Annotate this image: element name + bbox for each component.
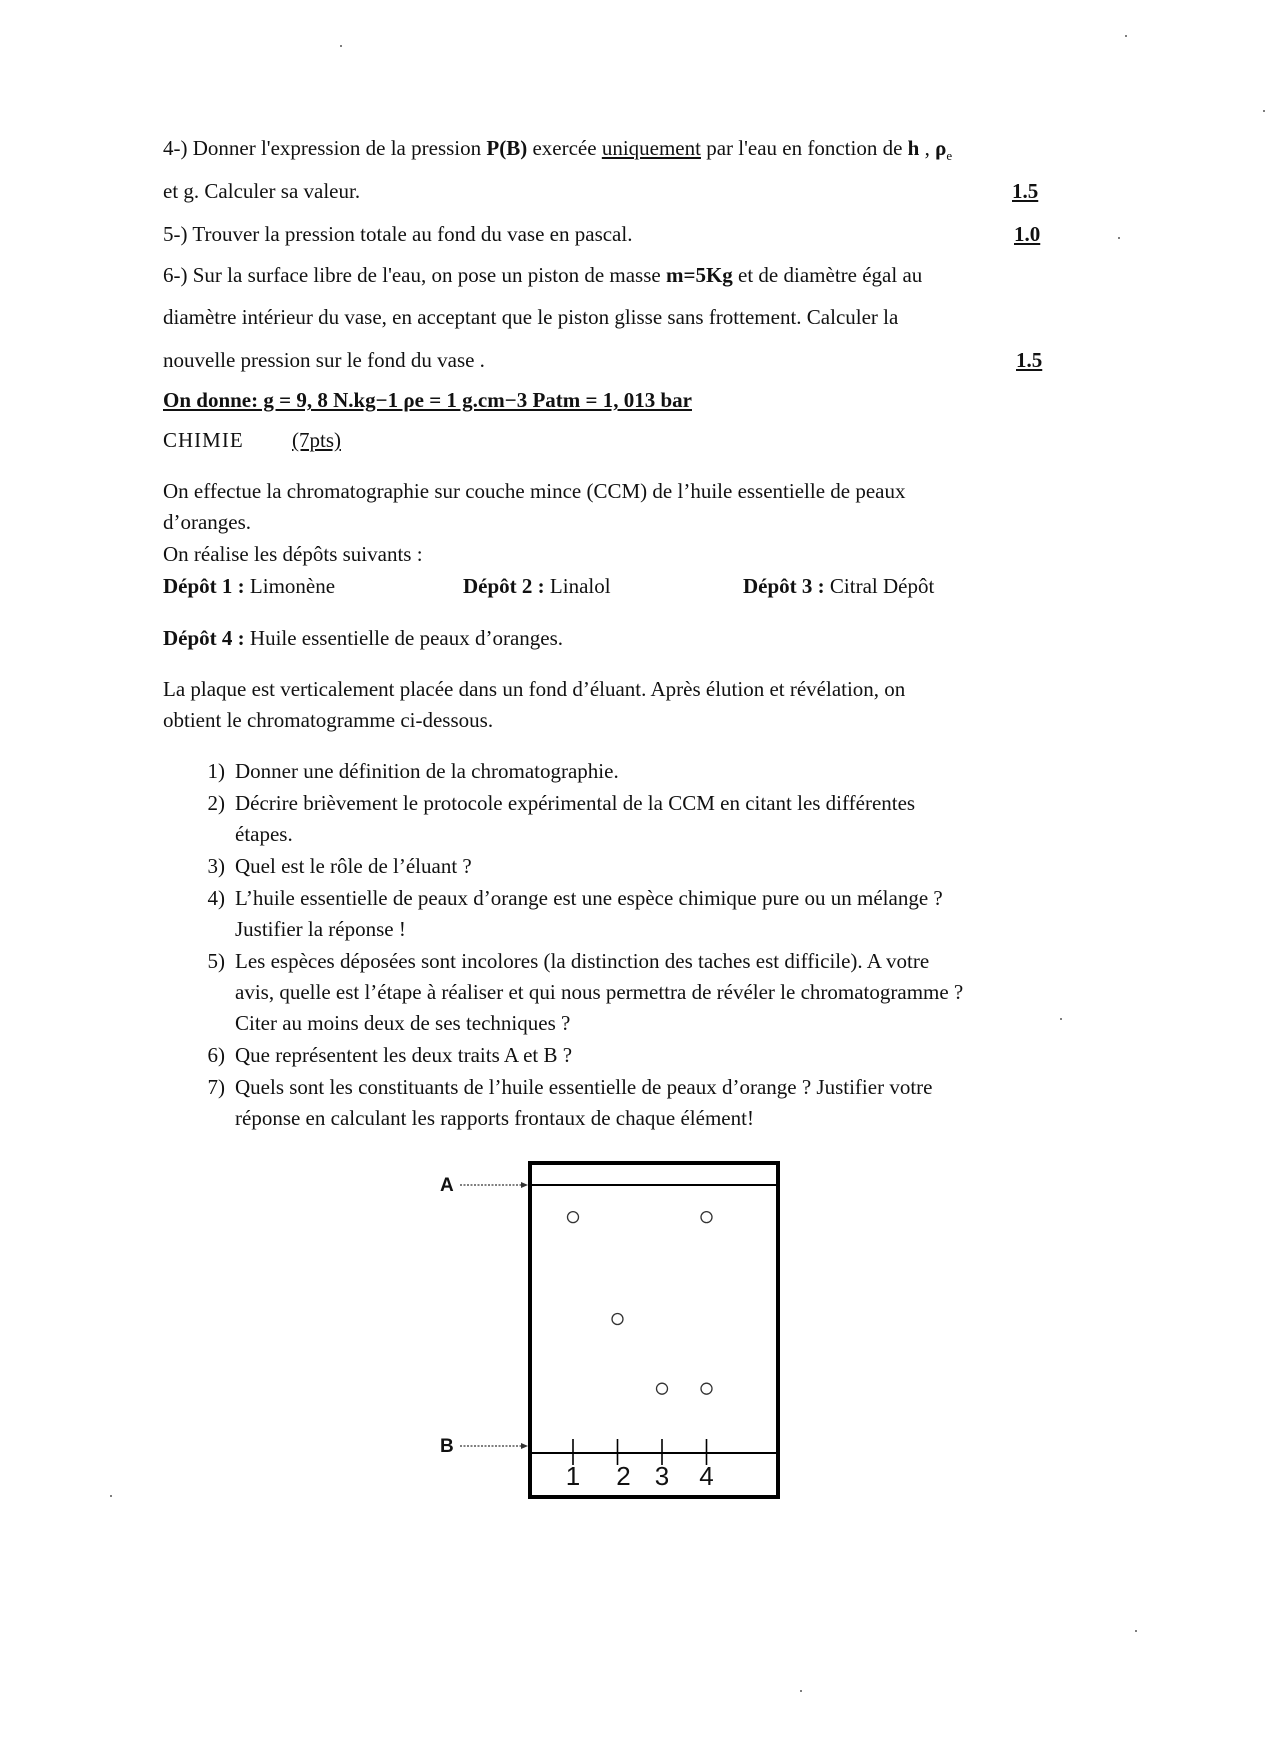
spot-lane-4 (701, 1383, 712, 1394)
spot-lane-4 (701, 1212, 712, 1223)
spot-lane-3 (657, 1383, 668, 1394)
depot-2: Dépôt 2 : Linalol (463, 574, 611, 598)
baseline-label: B (440, 1436, 454, 1457)
question-6-line1: 6-) Sur la surface libre de l'eau, on pose un piston de masse m=5Kg et de diamètre égal au (163, 263, 923, 287)
question-text-line: Les espèces déposées sont incolores (la distinction des taches est difficile). A votre (235, 949, 930, 973)
question-6-line3: nouvelle pression sur le fond du vase . (163, 348, 485, 372)
question-text-line: Quels sont les constituants de l’huile essentielle de peaux d’orange ? Justifier votre (235, 1075, 933, 1099)
question-text-line: Décrire brièvement le protocole expérimental de la CCM en citant les différentes (235, 791, 916, 815)
chimie-question-1 (195, 756, 1075, 787)
chimie-intro-line1: On effectue la chromatographie sur couche mince (CCM) de l’huile essentielle de peaux (163, 479, 906, 503)
question-text (235, 1040, 1075, 1071)
question-text-line: Quel est le rôle de l’éluant ? (235, 854, 472, 878)
chimie-points: (7pts) (292, 428, 341, 452)
plate-description-line2: obtient le chromatogramme ci-dessous. (163, 708, 494, 732)
chimie-question-3 (195, 851, 1075, 882)
baseline-arrowhead (521, 1443, 528, 1449)
lane-label-4: 4 (699, 1461, 714, 1491)
chimie-question-4 (195, 883, 1075, 945)
question-number: 7) (207, 1075, 225, 1099)
question-number: 2) (207, 791, 225, 815)
lane-label-3: 3 (654, 1461, 670, 1491)
scan-speck (1118, 237, 1120, 239)
chimie-question-2 (195, 788, 1075, 850)
scan-speck (110, 1495, 112, 1497)
question-4-line2: et g. Calculer sa valeur. (163, 179, 361, 203)
question-number: 5) (207, 949, 225, 973)
lane-label-2: 2 (616, 1461, 631, 1491)
question-text-line: L’huile essentielle de peaux d’orange est une espèce chimique pure ou un mélange ? (235, 886, 943, 910)
question-number: 1) (207, 759, 225, 783)
scan-speck (1263, 110, 1265, 112)
question-text-line: étapes. (235, 822, 293, 846)
scan-speck (1135, 1630, 1137, 1632)
chimie-question-5 (195, 946, 1075, 1039)
question-6-line2: diamètre intérieur du vase, en acceptant que le piston glisse sans frottement. Calculer la (163, 305, 899, 329)
question-text-line: avis, quelle est l’étape à réaliser et qui nous permettra de révéler le chromatogramme ? (235, 980, 964, 1004)
question-text-line: Que représentent les deux traits A et B ? (235, 1043, 573, 1067)
lane-label-1: 1 (565, 1461, 581, 1491)
question-4-line1: 4-) Donner l'expression de la pression P(B) exercée uniquement par l'eau en fonction de h , $\rho_e$ (163, 136, 953, 164)
spot-lane-2 (612, 1314, 623, 1325)
question-text (235, 788, 1075, 850)
scan-speck (1060, 1018, 1062, 1020)
question-text-line: réponse en calculant les rapports frontaux de chaque élément! (235, 1106, 754, 1130)
question-number: 6) (207, 1043, 225, 1067)
question-5-points: 1.0 (1014, 222, 1041, 246)
deposits-intro: On réalise les dépôts suivants : (163, 542, 423, 566)
chromatogram (430, 1155, 790, 1510)
chimie-question-6 (195, 1040, 1075, 1071)
question-text-line: Donner une définition de la chromatographie. (235, 759, 619, 783)
question-4-points: 1.5 (1012, 179, 1039, 203)
question-text-line: Citer au moins deux de ses techniques ? (235, 1011, 571, 1035)
depot-1: Dépôt 1 : Limonène (163, 574, 336, 598)
question-5-text: 5-) Trouver la pression totale au fond du vase en pascal. (163, 222, 633, 246)
depot-4: Dépôt 4 : Huile essentielle de peaux d’oranges. (163, 626, 564, 650)
solvent-front-label: A (440, 1175, 454, 1196)
question-text (235, 851, 1075, 882)
given-constants: On donne: g = 9, 8 N.kg−1 ρe = 1 g.cm−3 Patm = 1, 013 bar (163, 388, 692, 412)
plate-description-line1: La plaque est verticalement placée dans un fond d’éluant. Après élution et révélation, on (163, 677, 906, 701)
spot-lane-1 (568, 1212, 579, 1223)
solvent-front-arrowhead (521, 1182, 528, 1188)
lanes-group (566, 1439, 714, 1491)
question-text (235, 756, 1075, 787)
scan-speck (340, 45, 342, 47)
question-text (235, 1072, 1075, 1134)
question-text (235, 883, 1075, 945)
spots-group (568, 1212, 713, 1395)
question-text-line: Justifier la réponse ! (235, 917, 406, 941)
scan-speck (1125, 35, 1127, 37)
question-number: 3) (207, 854, 225, 878)
depot-3: Dépôt 3 : Citral Dépôt (743, 574, 935, 598)
question-6-points: 1.5 (1016, 348, 1043, 372)
question-text (235, 946, 1075, 1039)
tlc-plate (530, 1163, 778, 1497)
chimie-intro-line2: d’oranges. (163, 510, 252, 534)
chimie-question-7 (195, 1072, 1075, 1134)
chimie-title: CHIMIE (163, 428, 244, 452)
scan-speck (800, 1690, 802, 1692)
question-number: 4) (207, 886, 225, 910)
